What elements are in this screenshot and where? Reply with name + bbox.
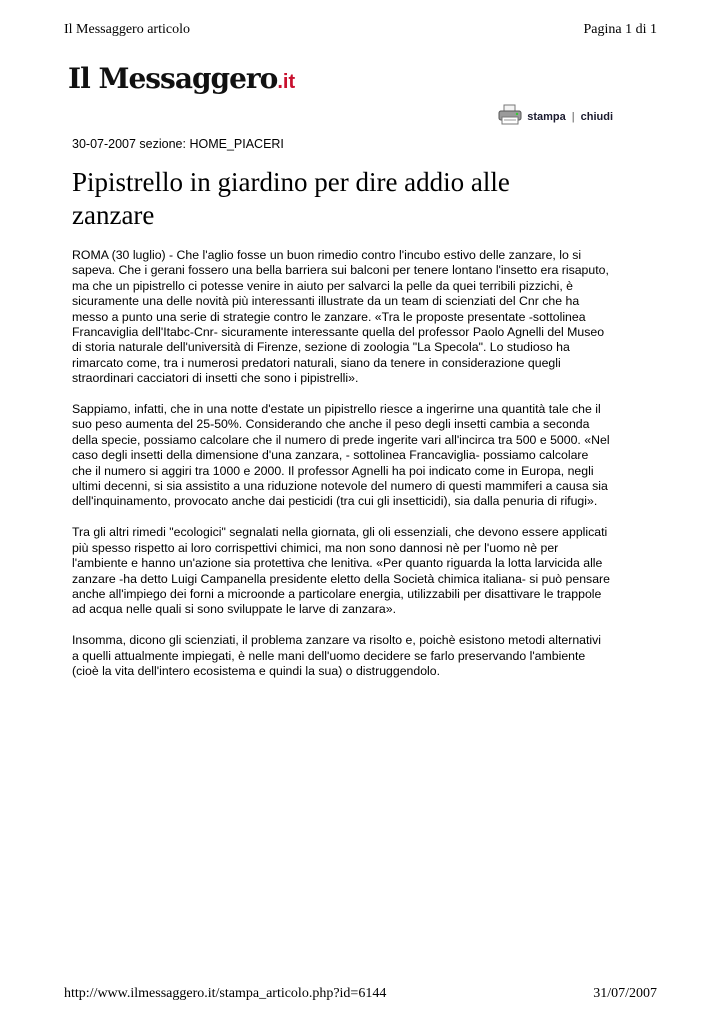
print-link[interactable]: stampa — [527, 110, 566, 123]
article-paragraph: ROMA (30 luglio) - Che l'aglio fosse un buon rimedio contro l'incubo estivo delle zanzare, lo si sapeva. Che i gerani fossero una bella barriera sui balconi per tenere lontano l'insetto era risaputo, ma che un pipistrello ci potesse venire in aiuto per salvarci la pelle da quei terribili pizzichi, è sicuramente una delle novità più interessanti illustrate da un team di scienziati del Cnr che ha messo a punto una serie di strategie contro le zanzare. «Tra le proposte presentate -sottolinea Francaviglia dell'Itabc-Cnr- sicuramente interessante quella del professor Paolo Agnelli del Museo di storia naturale dell'università di Firenze, sezione di zoologia "La Specola". Lo studioso ha rimarcato come, tra i numerosi predatori naturali, siano da tenere in considerazione quegli straordinari cacciatori di insetti che sono i pipistrelli». — [72, 248, 609, 386]
print-header-title: Il Messaggero articolo — [64, 22, 190, 37]
site-logo[interactable] — [68, 62, 295, 95]
article-paragraph: Insomma, dicono gli scienziati, il problema zanzare va risolto e, poichè esistono metodi alternativi a quelli attualmente impiegati, è nelle mani dell'uomo decidere se farlo preservando l'ambiente (cioè la vita dell'intero ecosistema e quindi la sua) o distruggendolo. — [72, 633, 602, 678]
footer-date: 31/07/2007 — [593, 986, 657, 1001]
print-header-page: Pagina 1 di 1 — [583, 22, 657, 37]
article-paragraph: Tra gli altri rimedi "ecologici" segnalati nella giornata, gli oli essenziali, che devono essere applicati più spesso rispetto ai loro corrispettivi chimici, ma non sono dannosi nè per l'uomo nè per l'ambiente e hanno un'azione sia protettiva che lenitiva. «Per quanto riguarda la lotta larvicida alle zanzare -ha detto Luigi Campanella presidente eletto della Società chimica italiana- si può pensare anche all'impiego dei forni a microonde a particolare energia, utilizzabili per disattivare le trappole ad acqua nelle quali si sono sviluppate le larve di zanzara». — [72, 525, 610, 617]
article-meta: 30-07-2007 sezione: HOME_PIACERI — [72, 137, 284, 151]
close-link[interactable]: chiudi — [580, 110, 613, 123]
print-header — [64, 22, 657, 38]
logo-suffix: .it — [277, 71, 296, 93]
printer-icon[interactable] — [497, 104, 523, 129]
actions-separator: | — [571, 110, 575, 123]
logo-name: Il Messaggero — [68, 62, 278, 95]
print-footer — [64, 986, 657, 1002]
article-actions — [497, 104, 613, 129]
article-title: Pipistrello in giardino per dire addio alle zanzare — [72, 167, 510, 230]
article-body — [72, 248, 610, 695]
footer-url: http://www.ilmessaggero.it/stampa_articolo.php?id=6144 — [64, 986, 387, 1001]
article-paragraph: Sappiamo, infatti, che in una notte d'estate un pipistrello riesce a ingerirne una quantità tale che il suo peso aumenta del 25-50%. Considerando che anche il peso degli insetti cambia a seconda della specie, possiamo calcolare che il numero di prede ingerite vari all'incirca tra 500 e 5000. «Nel caso degli insetti della dimensione d'una zanzara, - sottolinea Francaviglia- possiamo calcolare che il numero si aggiri tra 1000 e 2000. Il professor Agnelli ha poi indicato come in Europa, negli ultimi decenni, si sia assistito a una riduzione notevole del numero di questi mammiferi a causa sia dell'inquinamento, provocato anche dai pesticidi (tra cui gli insetticidi), sia dalla penuria di rifugi». — [72, 402, 610, 509]
